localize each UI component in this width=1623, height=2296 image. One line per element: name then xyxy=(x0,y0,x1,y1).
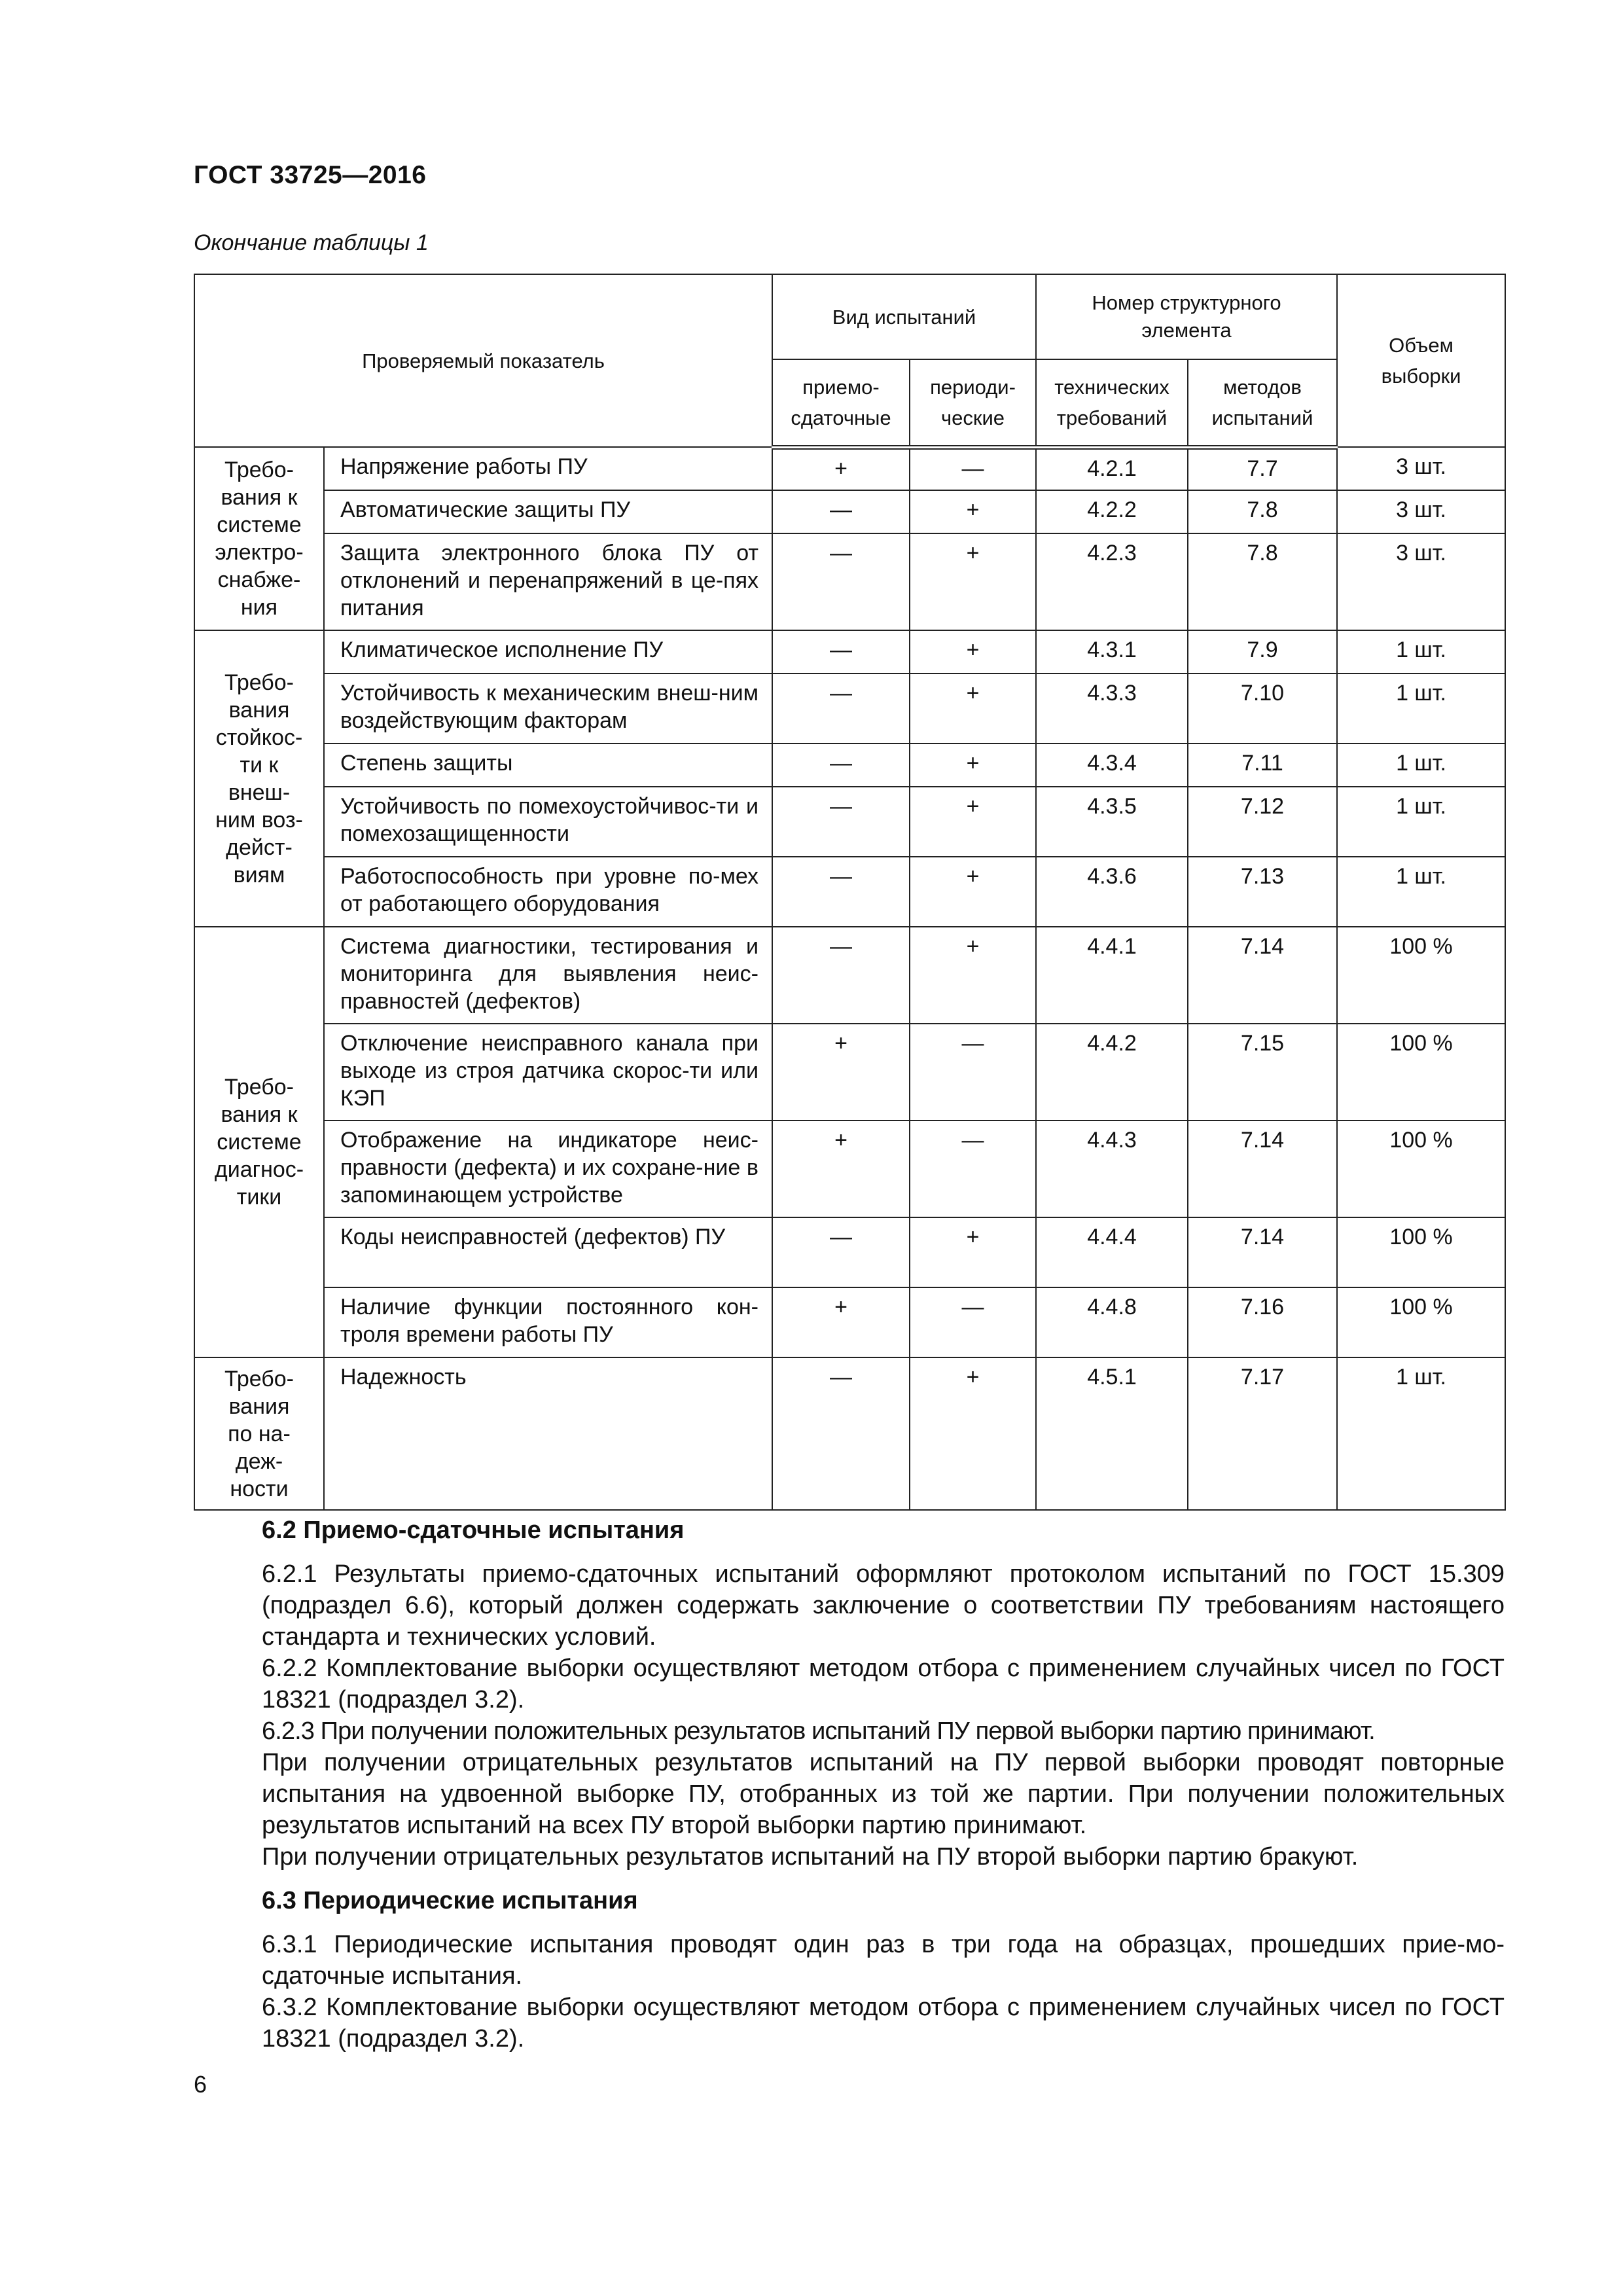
periodic-cell: + xyxy=(910,630,1036,673)
indicator-cell: Система диагностики, тестирования и мониторинга для выявления неис-правностей (дефектов) xyxy=(324,927,772,1024)
table-row xyxy=(194,1217,1505,1287)
method-cell: 7.10 xyxy=(1188,673,1337,744)
header-periodic: периоди- ческие xyxy=(910,359,1036,447)
tech-req-cell: 4.2.3 xyxy=(1036,533,1188,630)
table-row xyxy=(194,490,1505,533)
indicator-cell: Надежность xyxy=(324,1357,772,1510)
acceptance-cell: — xyxy=(772,673,910,744)
table-row xyxy=(194,673,1505,744)
volume-cell: 1 шт. xyxy=(1337,744,1505,787)
volume-cell: 100 % xyxy=(1337,1121,1505,1217)
volume-cell: 100 % xyxy=(1337,1287,1505,1357)
periodic-cell: — xyxy=(910,1121,1036,1217)
page-number: 6 xyxy=(194,2071,207,2098)
indicator-cell: Автоматические защиты ПУ xyxy=(324,490,772,533)
tech-req-cell: 4.3.1 xyxy=(1036,630,1188,673)
periodic-cell: + xyxy=(910,787,1036,857)
tech-req-cell: 4.5.1 xyxy=(1036,1357,1188,1510)
table-row xyxy=(194,1287,1505,1357)
group-label: Требо- вания к системе диагнос- тики xyxy=(194,927,324,1357)
table-row xyxy=(194,857,1505,927)
tech-req-cell: 4.2.1 xyxy=(1036,447,1188,490)
requirements-table xyxy=(194,274,1506,1511)
tech-req-cell: 4.3.6 xyxy=(1036,857,1188,927)
group-label: Требо- вания по на- деж- ности xyxy=(194,1357,324,1510)
header-struct-number: Номер структурного элемента xyxy=(1036,274,1337,359)
table-row xyxy=(194,744,1505,787)
indicator-cell: Степень защиты xyxy=(324,744,772,787)
periodic-cell: + xyxy=(910,490,1036,533)
section-6-3-text xyxy=(194,1929,1505,2054)
indicator-cell: Работоспособность при уровне по-мех от работающего оборудования xyxy=(324,857,772,927)
indicator-cell: Отображение на индикаторе неис-правности (дефекта) и их сохране-ние в запоминающем устройстве xyxy=(324,1121,772,1217)
periodic-cell: — xyxy=(910,1024,1036,1121)
indicator-cell: Коды неисправностей (дефектов) ПУ xyxy=(324,1217,772,1287)
paragraph-6-2-2: 6.2.2 Комплектование выборки осуществляют методом отбора с применением случайных чисел по ГОСТ 18321 (подраздел 3.2). xyxy=(262,1655,1505,1713)
table-row xyxy=(194,1357,1505,1510)
method-cell: 7.11 xyxy=(1188,744,1337,787)
acceptance-cell: — xyxy=(772,490,910,533)
method-cell: 7.12 xyxy=(1188,787,1337,857)
header-test-type: Вид испытаний xyxy=(772,274,1036,359)
method-cell: 7.9 xyxy=(1188,630,1337,673)
header-indicator: Проверяемый показатель xyxy=(194,274,772,447)
periodic-cell: + xyxy=(910,1217,1036,1287)
table-row xyxy=(194,447,1505,490)
group-label: Требо- вания стойкос- ти к внеш- ним воз- дейст- виям xyxy=(194,630,324,927)
tech-req-cell: 4.4.1 xyxy=(1036,927,1188,1024)
header-acceptance: приемо- сдаточные xyxy=(772,359,910,447)
table-row xyxy=(194,630,1505,673)
volume-cell: 1 шт. xyxy=(1337,787,1505,857)
paragraph-6-3-2: 6.3.2 Комплектование выборки осуществляют методом отбора с применением случайных чисел по ГОСТ 18321 (подраздел 3.2). xyxy=(262,1994,1505,2053)
method-cell: 7.8 xyxy=(1188,490,1337,533)
document-code: ГОСТ 33725—2016 xyxy=(194,161,427,189)
header-volume: Объем выборки xyxy=(1337,274,1505,447)
volume-cell: 3 шт. xyxy=(1337,447,1505,490)
paragraph-6-2-3: 6.2.3 При получении положительных результатов испытаний ПУ первой выборки партию принимают. xyxy=(262,1717,1375,1745)
acceptance-cell: — xyxy=(772,927,910,1024)
paragraph-6-3-1: 6.3.1 Периодические испытания проводят один раз в три года на образцах, прошедших прие-мо-сдаточные испытания. xyxy=(262,1931,1505,1990)
paragraph-6-2-3-c: При получении отрицательных результатов испытаний на ПУ второй выборки партию бракуют. xyxy=(262,1843,1359,1871)
periodic-cell: + xyxy=(910,1357,1036,1510)
indicator-cell: Напряжение работы ПУ xyxy=(324,447,772,490)
volume-cell: 1 шт. xyxy=(1337,1357,1505,1510)
periodic-cell: + xyxy=(910,744,1036,787)
tech-req-cell: 4.3.5 xyxy=(1036,787,1188,857)
paragraph-6-2-3-b: При получении отрицательных результатов испытаний на ПУ первой выборки проводят повторные испытания на удвоенной выборке ПУ, отобранных из той же партии. При получении положительных результатов испытаний на всех ПУ второй выборки партию принимают. xyxy=(262,1749,1505,1839)
periodic-cell: + xyxy=(910,533,1036,630)
tech-req-cell: 4.2.2 xyxy=(1036,490,1188,533)
method-cell: 7.14 xyxy=(1188,927,1337,1024)
volume-cell: 100 % xyxy=(1337,1217,1505,1287)
tech-req-cell: 4.3.4 xyxy=(1036,744,1188,787)
acceptance-cell: — xyxy=(772,744,910,787)
volume-cell: 3 шт. xyxy=(1337,533,1505,630)
volume-cell: 1 шт. xyxy=(1337,857,1505,927)
periodic-cell: — xyxy=(910,1287,1036,1357)
periodic-cell: + xyxy=(910,673,1036,744)
table-row xyxy=(194,787,1505,857)
method-cell: 7.17 xyxy=(1188,1357,1337,1510)
volume-cell: 1 шт. xyxy=(1337,630,1505,673)
acceptance-cell: — xyxy=(772,533,910,630)
acceptance-cell: — xyxy=(772,630,910,673)
indicator-cell: Устойчивость к механическим внеш-ним воздействующим факторам xyxy=(324,673,772,744)
acceptance-cell: + xyxy=(772,447,910,490)
method-cell: 7.7 xyxy=(1188,447,1337,490)
table-caption: Окончание таблицы 1 xyxy=(194,230,429,255)
acceptance-cell: — xyxy=(772,787,910,857)
tech-req-cell: 4.4.2 xyxy=(1036,1024,1188,1121)
volume-cell: 100 % xyxy=(1337,927,1505,1024)
method-cell: 7.13 xyxy=(1188,857,1337,927)
volume-cell: 1 шт. xyxy=(1337,673,1505,744)
table-row xyxy=(194,1121,1505,1217)
section-6-3-heading: 6.3 Периодические испытания xyxy=(262,1887,638,1914)
header-methods: методов испытаний xyxy=(1188,359,1337,447)
indicator-cell: Отключение неисправного канала при выходе из строя датчика скорос-ти или КЭП xyxy=(324,1024,772,1121)
header-tech-req: технических требований xyxy=(1036,359,1188,447)
tech-req-cell: 4.3.3 xyxy=(1036,673,1188,744)
acceptance-cell: — xyxy=(772,1217,910,1287)
volume-cell: 3 шт. xyxy=(1337,490,1505,533)
method-cell: 7.16 xyxy=(1188,1287,1337,1357)
section-6-2-text xyxy=(194,1558,1505,1873)
tech-req-cell: 4.4.4 xyxy=(1036,1217,1188,1287)
acceptance-cell: + xyxy=(772,1287,910,1357)
method-cell: 7.14 xyxy=(1188,1121,1337,1217)
table-row xyxy=(194,927,1505,1024)
periodic-cell: — xyxy=(910,447,1036,490)
acceptance-cell: + xyxy=(772,1024,910,1121)
method-cell: 7.8 xyxy=(1188,533,1337,630)
indicator-cell: Наличие функции постоянного кон-троля времени работы ПУ xyxy=(324,1287,772,1357)
tech-req-cell: 4.4.3 xyxy=(1036,1121,1188,1217)
table-row xyxy=(194,533,1505,630)
section-6-2-heading: 6.2 Приемо-сдаточные испытания xyxy=(262,1516,685,1544)
indicator-cell: Климатическое исполнение ПУ xyxy=(324,630,772,673)
acceptance-cell: — xyxy=(772,1357,910,1510)
tech-req-cell: 4.4.8 xyxy=(1036,1287,1188,1357)
acceptance-cell: + xyxy=(772,1121,910,1217)
paragraph-6-2-1: 6.2.1 Результаты приемо-сдаточных испытаний оформляют протоколом испытаний по ГОСТ 15.309 (подраздел 6.6), который должен содержать заключение о соответствии ПУ требованиям настоящего стандарта и технических условий. xyxy=(262,1560,1505,1651)
periodic-cell: + xyxy=(910,927,1036,1024)
periodic-cell: + xyxy=(910,857,1036,927)
indicator-cell: Устойчивость по помехоустойчивос-ти и помехозащищенности xyxy=(324,787,772,857)
table-row xyxy=(194,1024,1505,1121)
method-cell: 7.15 xyxy=(1188,1024,1337,1121)
acceptance-cell: — xyxy=(772,857,910,927)
indicator-cell: Защита электронного блока ПУ от отклонений и перенапряжений в це-пях питания xyxy=(324,533,772,630)
method-cell: 7.14 xyxy=(1188,1217,1337,1287)
volume-cell: 100 % xyxy=(1337,1024,1505,1121)
group-label: Требо- вания к системе электро- снабже- ния xyxy=(194,447,324,630)
